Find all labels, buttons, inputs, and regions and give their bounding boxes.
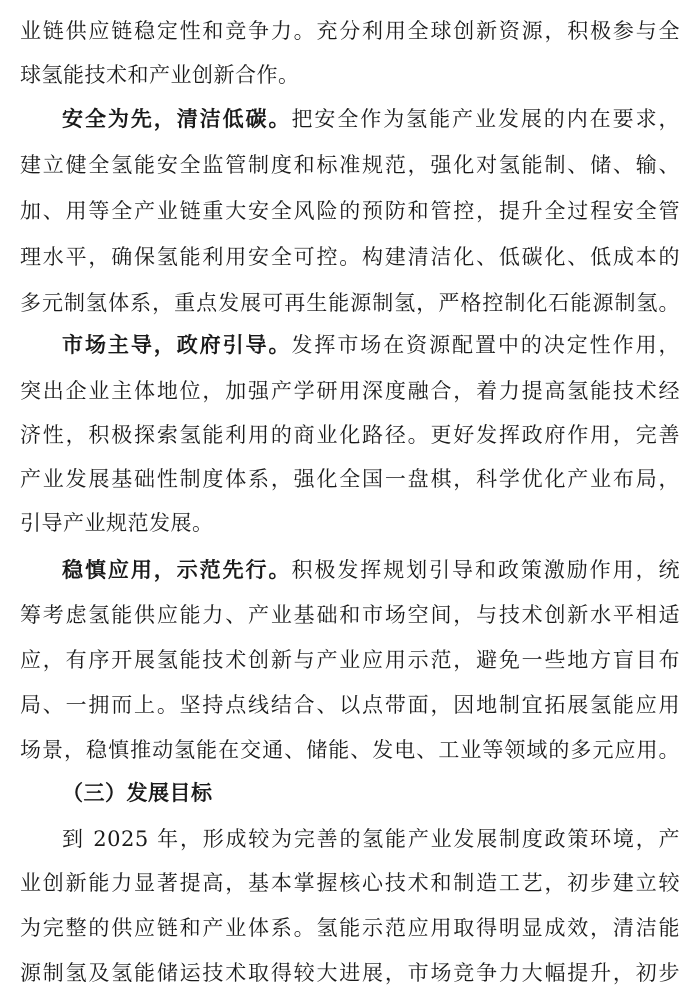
- paragraph-lead: 安全为先，清洁低碳。: [62, 106, 292, 131]
- text-line: 引导产业规范发展。: [20, 511, 214, 535]
- paragraph-lead: 市场主导，政府引导。: [62, 332, 292, 357]
- text-line: 源制氢及氢能储运技术取得较大进展，市场竞争力大幅提升，初步: [20, 961, 680, 985]
- text-line: 理水平，确保氢能利用安全可控。构建清洁化、低碳化、低成本的: [20, 245, 680, 269]
- text-line: 建立健全氢能安全监管制度和标准规范，强化对氢能制、储、输、: [20, 153, 680, 177]
- text-line: 球氢能技术和产业创新合作。: [20, 63, 300, 87]
- text-line: [62, 555, 680, 585]
- text-span: 发挥市场在资源配置中的决定性作用，: [291, 333, 681, 357]
- text-line: 业创新能力显著提高，基本掌握核心技术和制造工艺，初步建立较: [20, 871, 680, 895]
- text-line: 加、用等全产业链重大安全风险的预防和管控，提升全过程安全管: [20, 199, 680, 223]
- text-line: 产业发展基础性制度体系，强化全国一盘棋，科学优化产业布局，: [20, 467, 680, 491]
- text-line: 为完整的供应链和产业体系。氢能示范应用取得明显成效，清洁能: [20, 916, 680, 940]
- text-line: 局、一拥而上。坚持点线结合、以点带面，因地制宜拓展氢能应用: [20, 693, 680, 717]
- text-line: 到 2025 年，形成较为完善的氢能产业发展制度政策环境，产: [62, 827, 680, 851]
- text-line: 场景，稳慎推动氢能在交通、储能、发电、工业等领域的多元应用。: [20, 738, 680, 762]
- text-span: 积极发挥规划引导和政策激励作用，统: [291, 558, 681, 582]
- text-line: [62, 330, 680, 360]
- text-line: 突出企业主体地位，加强产学研用深度融合，着力提高氢能技术经: [20, 379, 680, 403]
- text-line: [62, 104, 680, 134]
- text-line: 应，有序开展氢能技术创新与产业应用示范，避免一些地方盲目布: [20, 648, 680, 672]
- text-line: 业链供应链稳定性和竞争力。充分利用全球创新资源，积极参与全: [20, 19, 680, 43]
- text-line: 筹考虑氢能供应能力、产业基础和市场空间，与技术创新水平相适: [20, 603, 680, 627]
- section-heading: （三）发展目标: [62, 780, 213, 805]
- text-line: 济性，积极探索氢能利用的商业化路径。更好发挥政府作用，完善: [20, 423, 680, 447]
- text-line: 多元制氢体系，重点发展可再生能源制氢，严格控制化石能源制氢。: [20, 291, 680, 315]
- paragraph-lead: 稳慎应用，示范先行。: [62, 557, 292, 582]
- text-span: 把安全作为氢能产业发展的内在要求，: [291, 107, 681, 131]
